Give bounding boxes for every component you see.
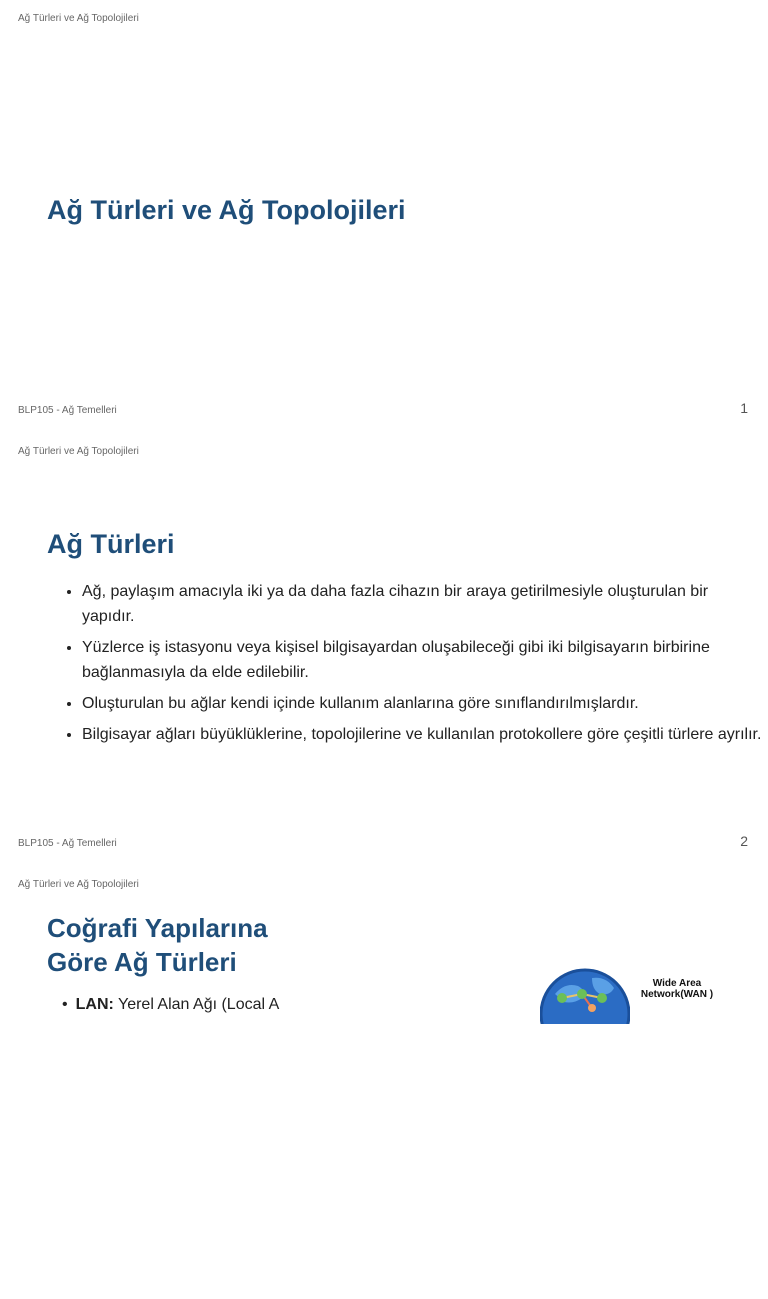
figure-label <box>632 978 722 1000</box>
slide-title: Ağ Türleri ve Ağ Topolojileri <box>47 195 406 225</box>
slide-footer: BLP105 - Ağ Temelleri <box>18 405 117 416</box>
slide-title: Ağ Türleri <box>47 529 175 559</box>
slide-3 <box>0 866 768 1299</box>
slide-1 <box>0 0 768 433</box>
slide-2 <box>0 433 768 866</box>
slide-number: 2 <box>740 833 748 849</box>
wan-diagram <box>540 964 730 1014</box>
globe-network-icon <box>540 964 630 1024</box>
figure-label-line: Wide Area <box>652 978 702 989</box>
figure-label-line: Network(WAN ) <box>640 989 714 1000</box>
bullet-text: Yerel Alan Ağı (Local A <box>113 996 280 1013</box>
bullet-dot-icon: • <box>62 996 68 1013</box>
slide-header: Ağ Türleri ve Ağ Topolojileri <box>18 879 139 890</box>
slide-title <box>47 911 347 979</box>
slide-footer: BLP105 - Ağ Temelleri <box>18 838 117 849</box>
slide-number: 1 <box>740 400 748 416</box>
bullet-item: • Bilgisayar ağları büyüklüklerine, topolojilerine ve kullanılan protokollere göre çeşitli türlere ayrılır. <box>82 722 762 747</box>
slide-header: Ağ Türleri ve Ağ Topolojileri <box>18 13 139 24</box>
bullet-term: LAN: <box>75 996 114 1013</box>
bullet-item <box>62 996 279 1014</box>
bullet-item: • Yüzlerce iş istasyonu veya kişisel bilgisayardan oluşabileceği gibi iki bilgisayarın birbirine bağlanmasıyla da elde edilebilir. <box>82 635 762 685</box>
bullet-item: • Oluşturulan bu ağlar kendi içinde kullanım alanlarına göre sınıflandırılmışlardır. <box>82 691 762 716</box>
slide-header: Ağ Türleri ve Ağ Topolojileri <box>18 446 139 457</box>
slide-title-line: Göre Ağ Türleri <box>47 947 237 977</box>
slide-title-line: Coğrafi Yapılarına <box>47 913 268 943</box>
bullet-item: • Ağ, paylaşım amacıyla iki ya da daha fazla cihazın bir araya getirilmesiyle oluşturulan bir yapıdır. <box>82 579 762 629</box>
bullet-list <box>62 579 762 753</box>
